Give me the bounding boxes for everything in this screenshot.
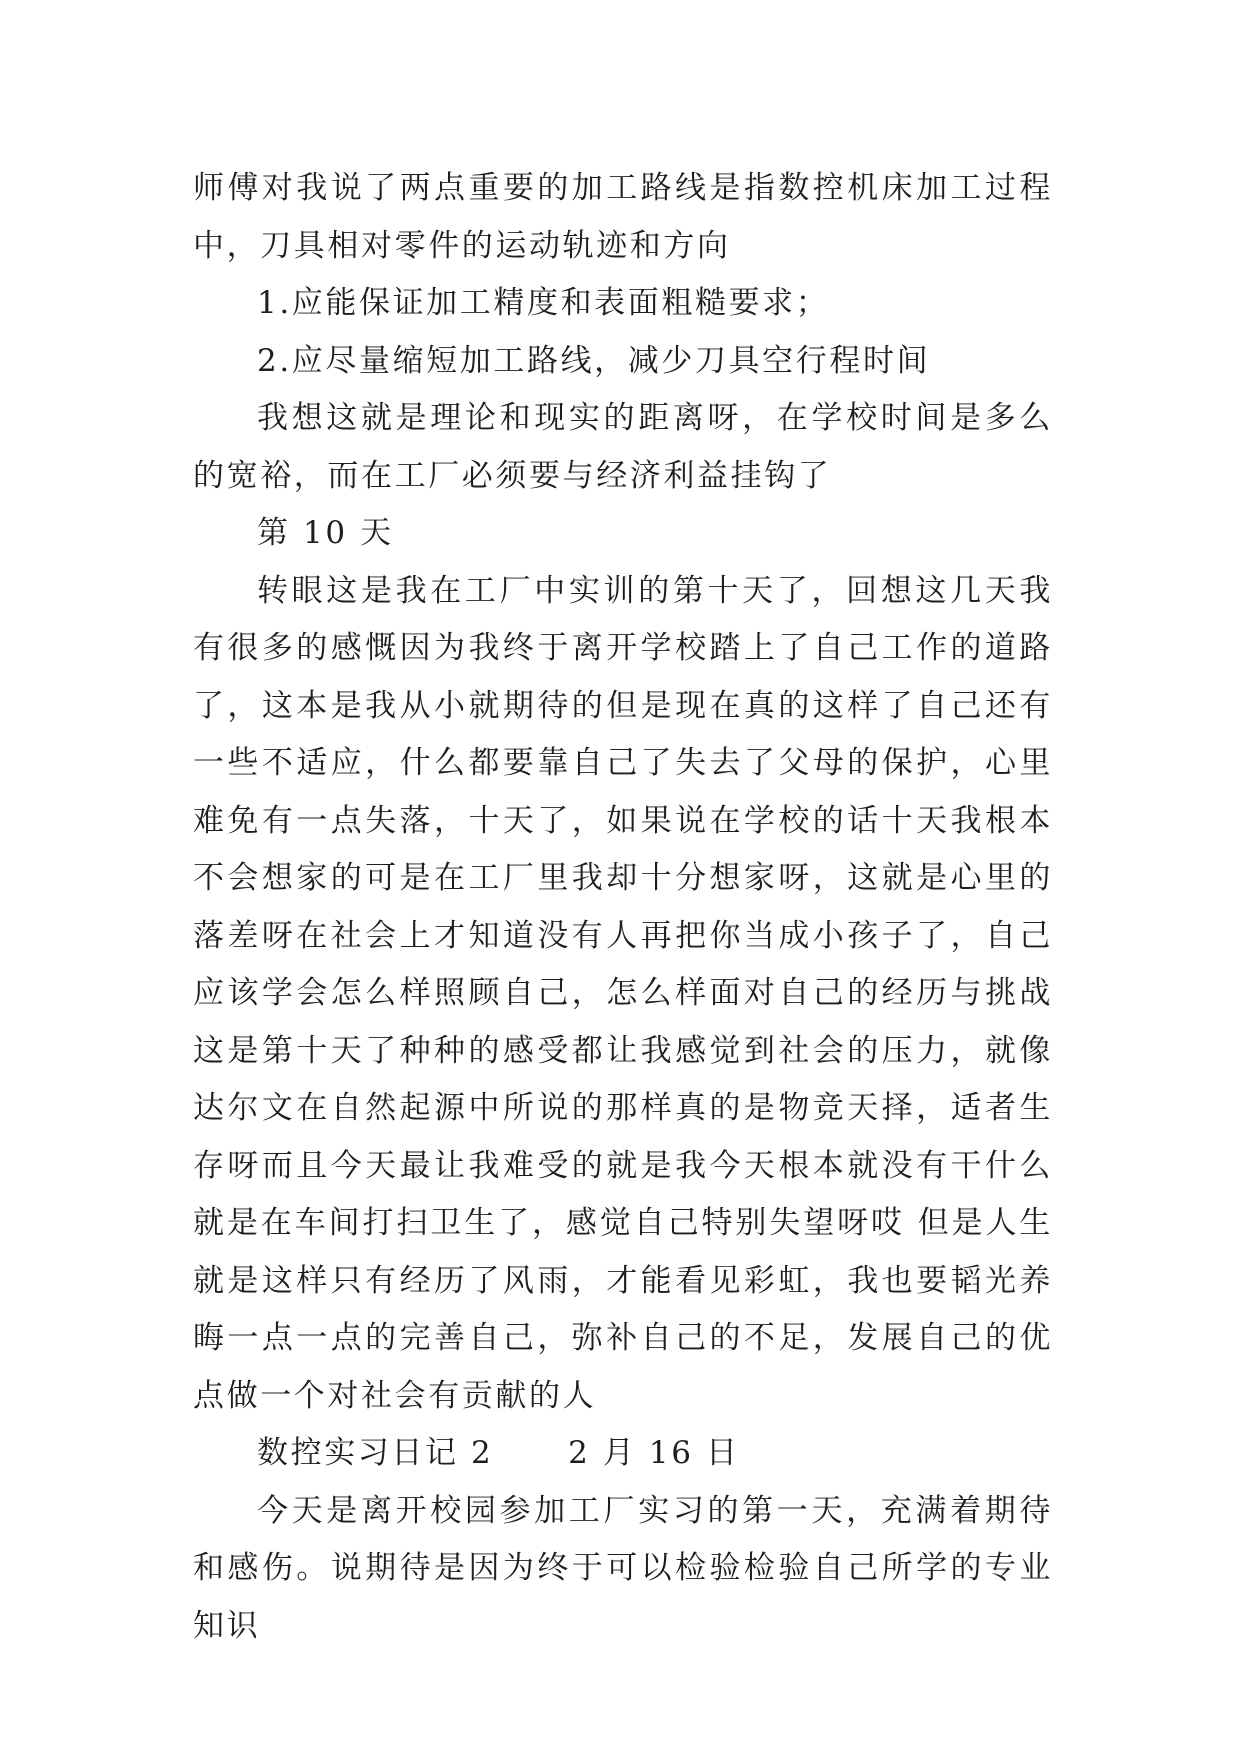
paragraph-day-10: 转眼这是我在工厂中实训的第十天了，回想这几天我有很多的感慨因为我终于离开学校踏上了自己工作的道路了，这本是我从小就期待的但是现在真的这样了自己还有一些不适应，什么都要靠自己了失去了父母的保护，心里难免有一点失落，十天了，如果说在学校的话十天我根本不会想家的可是在工厂里我却十分想家呀，这就是心里的落差呀在社会上才知道没有人再把你当成小孩子了，自己应该学会怎么样照顾自己，怎么样面对自己的经历与挑战这是第十天了种种的感受都让我感觉到社会的压力，就像达尔文在自然起源中所说的那样真的是物竞天择，适者生存呀而且今天最让我难受的就是我今天根本就没有干什么就是在车间打扫卫生了，感觉自己特别失望呀哎 但是人生就是这样只有经历了风雨，才能看见彩虹，我也要韬光养晦一点一点的完善自己，弥补自己的不足，发展自己的优点做一个对社会有贡献的人 (193, 572, 1053, 1414)
list-item-2: 2.应尽量缩短加工路线，减少刀具空行程时间 (257, 342, 931, 379)
list-item-1: 1.应能保证加工精度和表面粗糙要求； (257, 285, 830, 321)
day-heading: 第 10 天 (257, 515, 394, 551)
paragraph-advice: 师傅对我说了两点重要的加工路线是指数控机床加工过程中，刀具相对零件的运动轨迹和方向 (193, 170, 1053, 264)
paragraph-reflection: 我想这就是理论和现实的距离呀，在学校时间是多么的宽裕，而在工厂必须要与经济利益挂钩了 (193, 400, 1053, 494)
diary-title: 数控实习日记 2 2 月 16 日 (257, 1435, 740, 1471)
paragraph-first-day: 今天是离开校园参加工厂实习的第一天，充满着期待和感伤。说期待是因为终于可以检验检验自己所学的专业知识 (193, 1492, 1053, 1644)
body-text (193, 160, 1053, 1655)
